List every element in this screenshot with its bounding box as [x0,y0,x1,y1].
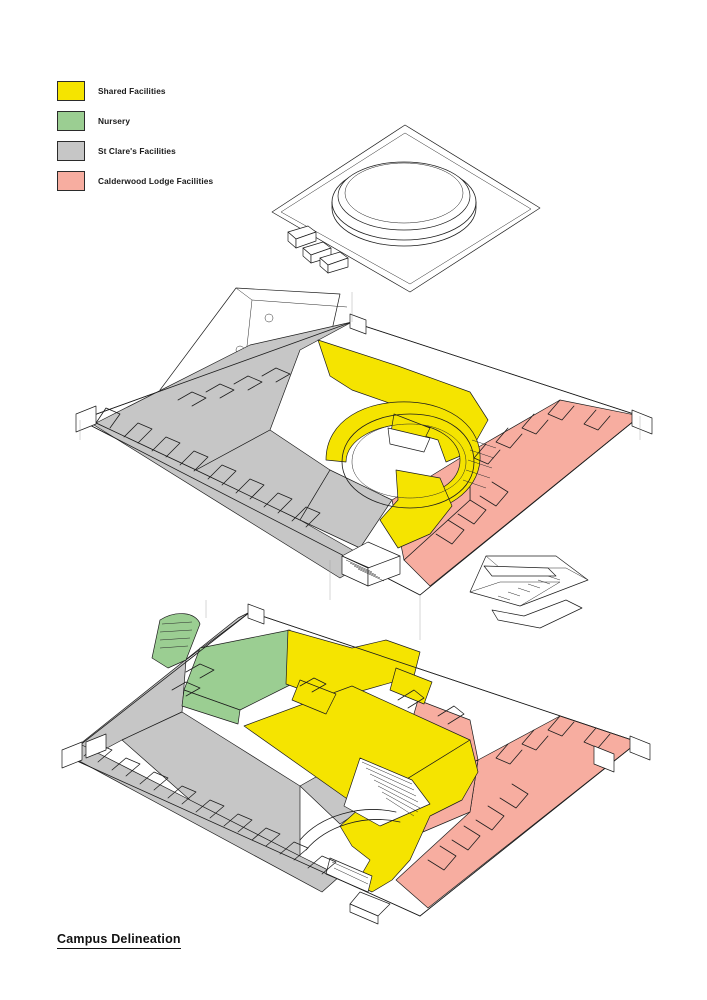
legend-label-calderwood-lodge-facilities: Calderwood Lodge Facilities [98,176,214,186]
legend-label-shared-facilities: Shared Facilities [98,86,166,96]
upper-floor-level [76,288,652,628]
ground-floor-level [62,604,650,924]
legend-label-st-clares-facilities: St Clare's Facilities [98,146,176,156]
pod-element [470,556,588,628]
page-title: Campus Delineation [57,932,181,949]
legend-label-nursery: Nursery [98,116,131,126]
roof-level [272,125,540,292]
